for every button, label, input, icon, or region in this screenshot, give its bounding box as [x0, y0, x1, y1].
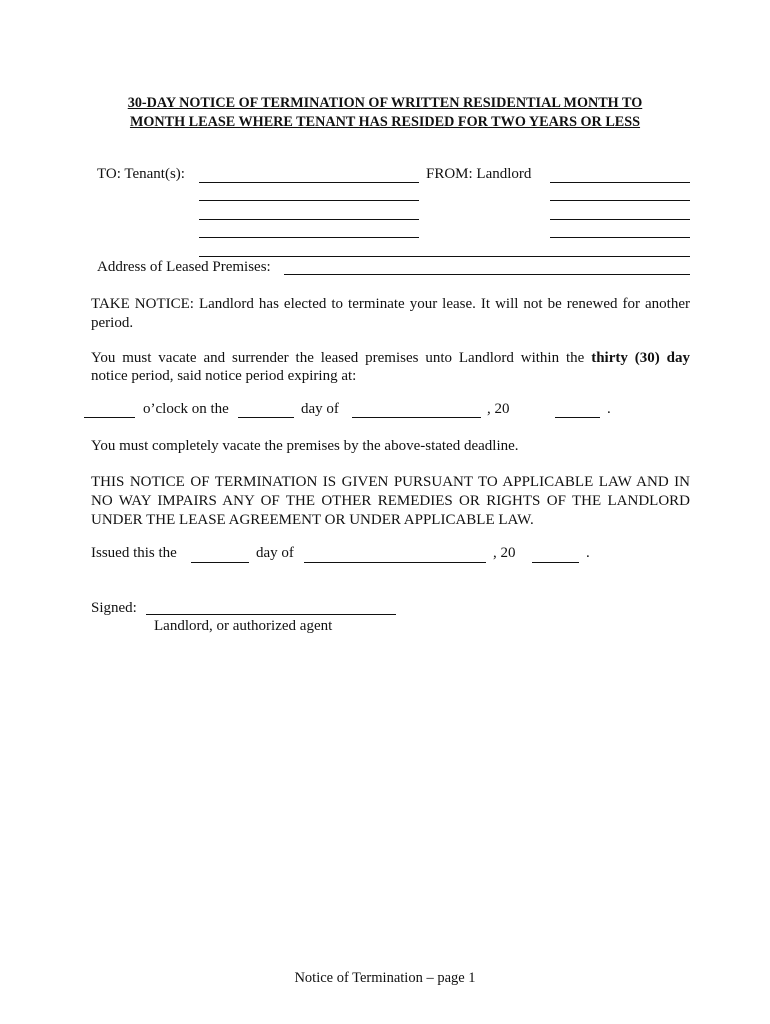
- tenant-name-line-4[interactable]: [199, 237, 419, 238]
- deadline-year-blank[interactable]: [555, 417, 600, 418]
- landlord-name-line-4[interactable]: [550, 237, 690, 238]
- completely-vacate-text: You must completely vacate the premises by the above-stated deadline.: [91, 438, 519, 454]
- signer-caption: Landlord, or authorized agent: [154, 618, 333, 634]
- to-tenants-label: TO: Tenant(s):: [97, 166, 185, 182]
- deadline-year-prefix: , 20: [487, 401, 510, 417]
- issued-year-prefix: , 20: [493, 545, 516, 561]
- from-landlord-label: FROM: Landlord: [426, 166, 532, 182]
- issued-period: .: [586, 545, 590, 561]
- hour-blank[interactable]: [84, 417, 135, 418]
- document-title-line-1: 30-DAY NOTICE OF TERMINATION OF WRITTEN RESIDENTIAL MONTH TO: [127, 95, 643, 111]
- landlord-name-line-1[interactable]: [550, 182, 690, 183]
- tenant-name-line-2[interactable]: [199, 200, 419, 201]
- signature-line[interactable]: [146, 614, 396, 615]
- deadline-month-blank[interactable]: [352, 417, 481, 418]
- issued-day-of-label: day of: [256, 545, 294, 561]
- address-label: Address of Leased Premises:: [97, 259, 271, 275]
- landlord-name-line-2[interactable]: [550, 200, 690, 201]
- vacate-paragraph-line-1: [91, 349, 690, 368]
- issued-month-blank[interactable]: [304, 562, 486, 563]
- signed-label: Signed:: [91, 600, 137, 616]
- deadline-day-blank[interactable]: [238, 417, 294, 418]
- deadline-day-of-label: day of: [301, 401, 339, 417]
- address-line[interactable]: [284, 274, 690, 275]
- tenant-name-line-3[interactable]: [199, 219, 419, 220]
- vacate-prefix: You must vacate and surrender the leased premises unto Landlord within the: [91, 350, 585, 366]
- landlord-name-line-3[interactable]: [550, 219, 690, 220]
- tenant-name-line-1[interactable]: [199, 182, 419, 183]
- extra-name-line[interactable]: [199, 256, 690, 257]
- vacate-bold-period: thirty (30) day: [591, 350, 690, 366]
- law-notice-paragraph: THIS NOTICE OF TERMINATION IS GIVEN PURSUANT TO APPLICABLE LAW AND IN NO WAY IMPAIRS ANY OF THE OTHER REMEDIES OR RIGHTS OF THE LANDLORD UNDER THE LEASE AGREEMENT OR UNDER APPLICABLE LAW.: [91, 474, 690, 528]
- issued-day-blank[interactable]: [191, 562, 249, 563]
- page-footer: Notice of Termination – page 1: [294, 970, 476, 986]
- vacate-paragraph-line-2: notice period, said notice period expiring at:: [91, 368, 357, 384]
- take-notice-paragraph: TAKE NOTICE: Landlord has elected to terminate your lease. It will not be renewed for another period.: [91, 296, 690, 331]
- issued-label: Issued this the: [91, 545, 177, 561]
- issued-year-blank[interactable]: [532, 562, 579, 563]
- document-title-line-2: MONTH LEASE WHERE TENANT HAS RESIDED FOR TWO YEARS OR LESS: [129, 114, 641, 130]
- deadline-period: .: [607, 401, 611, 417]
- oclock-label: o’clock on the: [143, 401, 229, 417]
